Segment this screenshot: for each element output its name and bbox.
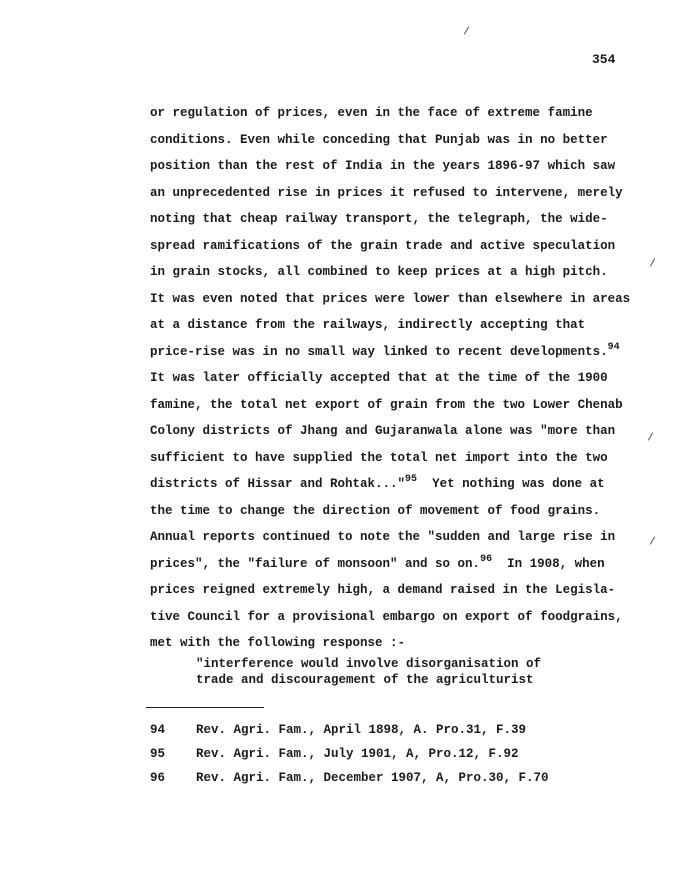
footnote-text: Rev. Agri. Fam., December 1907, A, Pro.30, F.70 (196, 771, 549, 785)
margin-mark (464, 26, 469, 34)
body-line: or regulation of prices, even in the face of extreme famine (150, 106, 593, 120)
footnote-mark: 96 (480, 553, 493, 565)
footnotes (150, 718, 549, 790)
footnote-mark: 94 (607, 341, 620, 353)
body-line: It was even noted that prices were lower than elsewhere in areas (150, 291, 631, 306)
body-line: noting that cheap railway transport, the telegraph, the wide- (150, 212, 608, 226)
body-line: Annual reports continued to note the "sudden and large rise in (150, 530, 616, 544)
footnote-number: 96 (150, 771, 166, 785)
footnote (150, 742, 549, 766)
footnote-text: Rev. Agri. Fam., April 1898, A. Pro.31, F.39 (196, 723, 527, 737)
footnote (150, 718, 549, 742)
footnote-text: Rev. Agri. Fam., July 1901, A, Pro.12, F.92 (196, 747, 519, 761)
body-line: tive Council for a provisional embargo on export of foodgrains, (150, 609, 623, 624)
footnote (150, 766, 549, 790)
body-line: Colony districts of Jhang and Gujaranwala alone was "more than (150, 424, 616, 438)
quote-line: trade and discouragement of the agriculturist (196, 673, 534, 687)
body-line: the time to change the direction of movement of food grains. (150, 503, 601, 518)
body-line: price-rise was in no small way linked to recent developments.$^{94}$ (150, 341, 620, 359)
body-line: sufficient to have supplied the total net import into the two (150, 450, 608, 465)
body-text (150, 100, 670, 657)
body-line: at a distance from the railways, indirectly accepting that (150, 318, 586, 332)
body-line: prices reigned extremely high, a demand raised in the Legisla- (150, 583, 616, 597)
body-line: spread ramifications of the grain trade and active speculation (150, 238, 616, 253)
page-number: 354 (592, 52, 616, 67)
footnote-number: 95 (150, 747, 166, 761)
body-line: an unprecedented rise in prices it refused to intervene, merely (150, 185, 623, 200)
footnote-mark: 95 (405, 474, 418, 485)
body-line: It was later officially accepted that at the time of the 1900 (150, 371, 608, 385)
body-line: districts of Hissar and Rohtak..."$^{95}$ Yet nothing was done at (150, 474, 605, 491)
body-line: position than the rest of India in the years 1896-97 which saw (150, 159, 616, 173)
footnote-number: 94 (150, 723, 166, 737)
body-line: conditions. Even while conceding that Punjab was in no better (150, 132, 608, 147)
body-line: met with the following response :- (150, 636, 406, 650)
block-quote (196, 656, 541, 688)
body-line: famine, the total net export of grain from the two Lower Chenab (150, 397, 623, 412)
body-line: in grain stocks, all combined to keep prices at a high pitch. (150, 265, 608, 279)
quote-line: "interference would involve disorganisation of (196, 657, 542, 671)
body-line: prices", the "failure of monsoon" and so on.$^{96}$ In 1908, when (150, 553, 605, 571)
footnote-divider (146, 707, 264, 708)
